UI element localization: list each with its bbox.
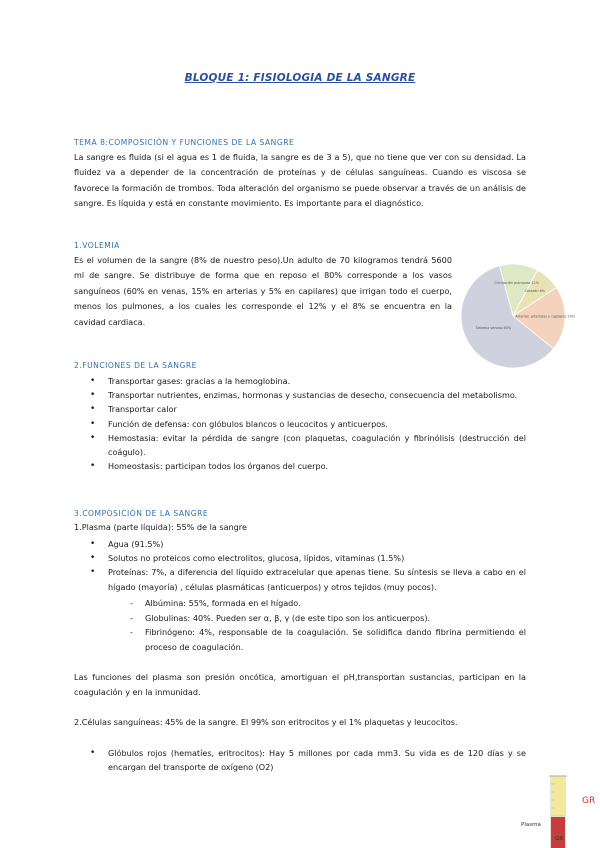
gr-label: GR (582, 796, 596, 806)
tema-paragraph: La sangre es fluida (si el agua es 1 de fluida, la sangre es de 3 a 5), que no tiene que ver con su densidad. La fluidez va a depender de la concentración de proteínas y de células sanguíneas. Cuando es viscosa se favorece la formación de trombos. Toda alteración del organismo se puede observar a través de un análisis de sangre. Es líquida y está en constante movimiento. Es importante para el diagnóstico. (74, 152, 526, 209)
composicion-heading: 3.COMPOSICIÓN DE LA SANGRE (74, 509, 209, 518)
pie-slice-label: Arterias, arteriolas y capilares 20% (515, 314, 575, 319)
pie-slice-label: Corazón 8% (524, 289, 545, 294)
list-item: • Proteínas: 7%, a diferencia del líquido extracelular que apenas tiene. Su síntesis se lleva a cabo en el hígado (mayoría) , células plasmáticas (anticuerpos) y otros tejidos (muy pocos). (90, 567, 526, 592)
pie-slice-label: Circulación pulmonar 12% (494, 280, 539, 285)
plasma-list (74, 537, 526, 594)
list-item: - Globulinas: 40%. Pueden ser α, β, γ (de este tipo son los anticuerpos). (130, 612, 431, 623)
list-item: • Homeostasis: participan todos los órganos del cuerpo. (90, 461, 328, 472)
plasma-line: 1.Plasma (parte líquida): 55% de la sangre (74, 522, 247, 532)
pie-slice-label: Sistema venoso 60% (475, 325, 512, 330)
list-item: • Transportar calor (90, 404, 177, 415)
list-item: • Función de defensa: con glóbulos blancos o leucocitos y anticuerpos. (90, 418, 388, 429)
list-item: • Transportar nutrientes, enzimas, hormonas y sustancias de desecho, consecuencia del metabolismo. (90, 390, 518, 401)
list-item: - Fibrinógeno: 4%, responsable de la coagulación. Se solidifica dando fibrina permitiendo el proceso de coagulación. (130, 627, 526, 652)
list-item: - Albúmina: 55%, formada en el hígado. (130, 598, 301, 608)
list-item: • Solutos no proteicos como electrolitos, glucosa, lípidos, vitaminas (1.5%) (90, 553, 405, 564)
volemia-heading: 1.VOLEMIA (74, 241, 120, 250)
plasma-functions-paragraph: Las funciones del plasma son presión oncótica, amortiguan el pH,transportan sustancias, participan en la coagulación y en la inmunidad. (74, 672, 526, 698)
tema-heading: TEMA 8:COMPOSICIÓN Y FUNCIONES DE LA SANGRE (74, 138, 295, 147)
gb-label: GB (555, 836, 564, 842)
cells-list (74, 746, 526, 774)
list-item: • Hemostasia: evitar la pérdida de sangre (con plaquetas, coagulación y fibrinólisis (destrucción del coágulo). (90, 432, 526, 458)
cells-line: 2.Células sanguíneas: 45% de la sangre. El 99% son eritrocitos y el 1% plaquetas y leucocitos. (74, 717, 458, 727)
list-item: • Glóbulos rojos (hematíes, eritrocitos): Hay 5 millones por cada mm3. Su vida es de 120 días y se encargan del transporte de oxígeno (O2) (90, 748, 526, 773)
funciones-list (74, 374, 526, 473)
list-item: • Agua (91.5%) (90, 539, 164, 549)
plasma-label: Plasma (521, 822, 541, 828)
proteins-list (74, 596, 526, 654)
list-item: • Transportar gases: gracias a la hemoglobina. (90, 376, 291, 386)
volemia-paragraph: Es el volumen de la sangre (8% de nuestro peso).Un adulto de 70 kilogramos tendrá 5600 ml de sangre. Se distribuye de forma que en reposo el 80% corresponde a los vasos sanguíneos (60% en venas, 15% en arterias y 5% en capilares) que irrigan todo el cuerpo, menos los pulmones, a los cuales les corresponde el 12% y el 8% se encuentra en la cavidad cardiaca. (74, 255, 452, 327)
funciones-heading: 2.FUNCIONES DE LA SANGRE (74, 361, 197, 370)
page-title: BLOQUE 1: FISIOLOGIA DE LA SANGRE (184, 72, 416, 84)
volemia-pie-chart (458, 254, 575, 384)
